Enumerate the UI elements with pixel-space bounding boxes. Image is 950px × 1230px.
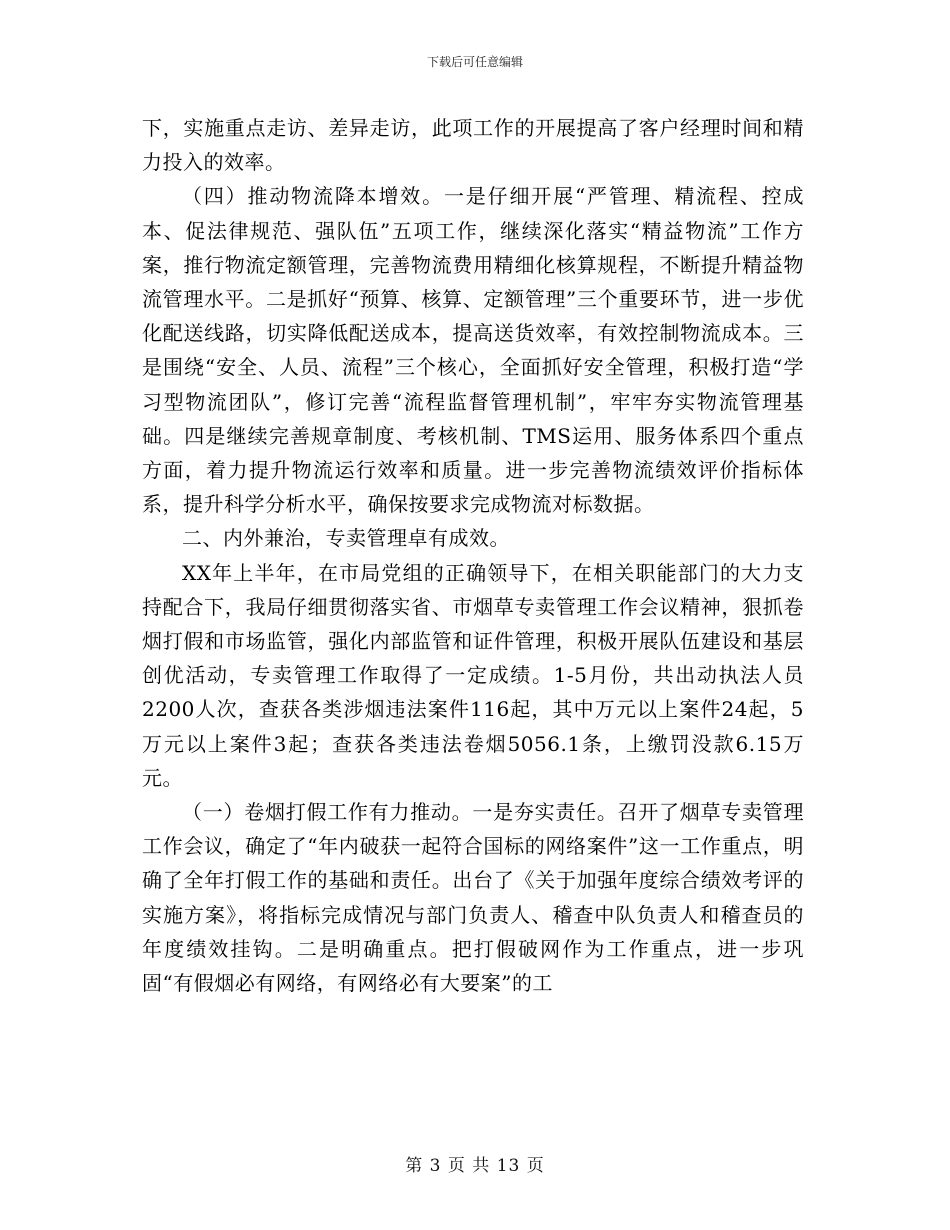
page-footer: 第 3 页 共 13 页 [405,1156,545,1176]
document-body [142,111,804,1000]
paragraph-anti-counterfeit: （一）卷烟打假工作有力推动。一是夯实责任。召开了烟草专卖管理工作会议，确定了“年内破获一起符合国标的网络案件”这一工作重点，明确了全年打假工作的基础和责任。出台了《关于加强年度综合绩效考评的实施方案》，将指标完成情况与部门负责人、稽查中队负责人和稽查员的年度绩效挂钩。二是明确重点。把打假破网作为工作重点，进一步巩固“有假烟必有网络，有网络必有大要案”的工 [142,800,804,996]
section-heading-monopoly: 二、内外兼治，专卖管理卓有成效。 [182,526,510,551]
paragraph-monopoly-summary: XX年上半年，在市局党组的正确领导下，在相关职能部门的大力支持配合下，我局仔细贯彻落实省、市烟草专卖管理工作会议精神，狠抓卷烟打假和市场监管，强化内部监管和证件管理，积极开展队伍建设和基层创优活动，专卖管理工作取得了一定成绩。1-5月份，共出动执法人员2200人次，查获各类涉烟违法案件116起，其中万元以上案件24起，5万元以上案件3起；查获各类违法卷烟5056.1条，上缴罚没款6.15万元。 [142,560,804,790]
paragraph-continuation: 下，实施重点走访、差异走访，此项工作的开展提高了客户经理时间和精力投入的效率。 [142,116,804,175]
page-header: 下载后可任意编辑 [426,55,523,69]
paragraph-logistics: （四）推动物流降本增效。一是仔细开展“严管理、精流程、控成本、促法律规范、强队伍”五项工作，继续深化落实“精益物流”工作方案，推行物流定额管理，完善物流费用精细化核算规程，不断提升精益物流管理水平。二是抓好“预算、核算、定额管理”三个重要环节，进一步优化配送线路，切实降低配送成本，提高送货效率，有效控制物流成本。三是围绕“安全、人员、流程”三个核心，全面抓好安全管理，积极打造“学习型物流团队”，修订完善“流程监督管理机制”，牢牢夯实物流管理基础。四是继续完善规章制度、考核机制、TMS运用、服务体系四个重点方面，着力提升物流运行效率和质量。进一步完善物流绩效评价指标体系，提升科学分析水平，确保按要求完成物流对标数据。 [142,184,804,517]
